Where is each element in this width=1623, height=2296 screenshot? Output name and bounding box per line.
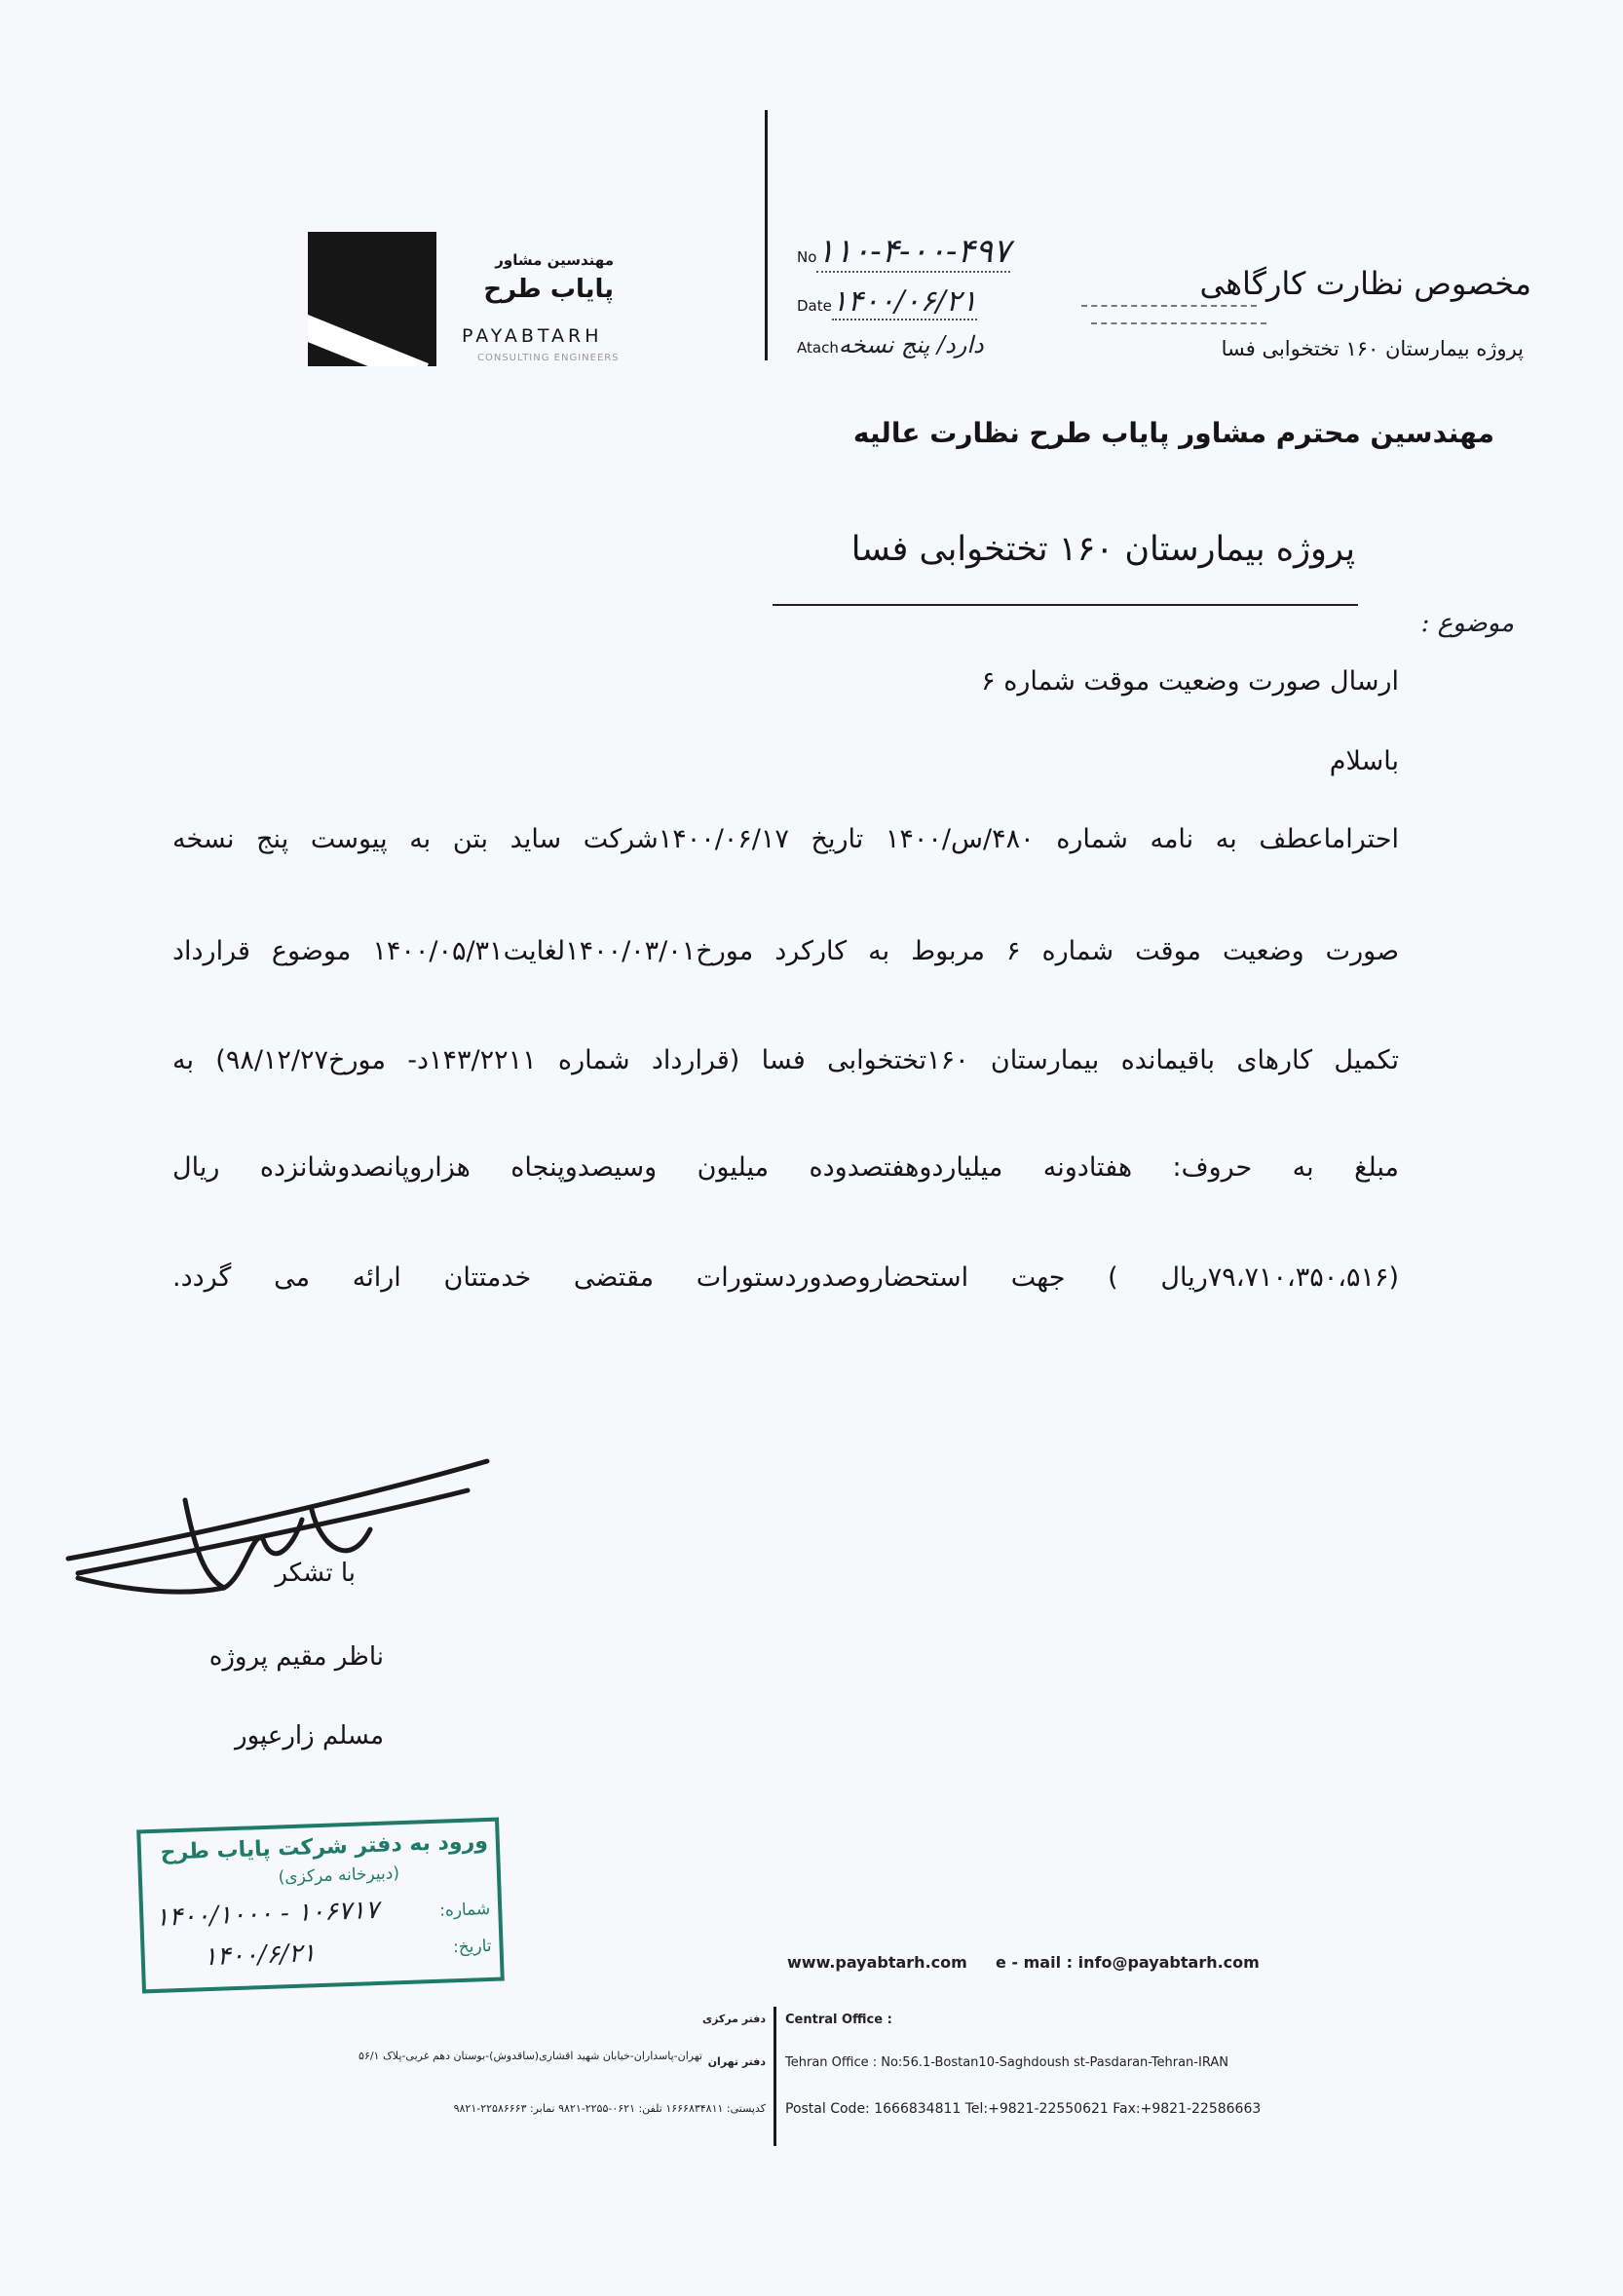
footer-divider bbox=[774, 2007, 776, 2146]
header-project-line: پروژه بیمارستان ۱۶۰ تختخوابی فسا bbox=[1221, 337, 1524, 360]
form-title-lines bbox=[1081, 305, 1257, 307]
form-title: مخصوص نظارت کارگاهی bbox=[1199, 265, 1531, 302]
body-line: تکمیل کارهای باقیمانده بیمارستان ۱۶۰تختخوابی فسا (قرارداد شماره ۱۴۳/۲۲۱۱د- مورخ۹۸/۱۲/۲۷) به bbox=[172, 1045, 1399, 1075]
attach-value: دارد/ پنج نسخه bbox=[838, 331, 984, 358]
letter-number: No۱۱۰-۴-۰۰-۴۹۷ bbox=[797, 232, 1011, 271]
form-title-lines bbox=[1091, 322, 1266, 324]
payabtarh-logo bbox=[308, 232, 436, 366]
closing: با تشکر bbox=[275, 1559, 356, 1588]
body-line: احتراماعطف به نامه شماره ۴۸۰/س/۱۴۰۰ تاریخ ۱۴۰۰/۰۶/۱۷شرکت ساید بتن به پیوست پنج نسخه bbox=[172, 824, 1400, 854]
body-line: مبلغ به حروف: هفتادونه میلیاردوهفتصدوده میلیون وسیصدوپنجاه هزاروپانصدوشانزده ریال bbox=[172, 1152, 1399, 1183]
date-value: ۱۴۰۰/۰۶/۲۱ bbox=[831, 284, 977, 319]
central-office-fa: دفتر مرکزی bbox=[702, 2013, 766, 2025]
subject: ارسال صورت وضعیت موقت شماره ۶ bbox=[981, 666, 1399, 696]
greeting: باسلام bbox=[1329, 746, 1399, 776]
letter-date: Date۱۴۰۰/۰۶/۲۱ bbox=[797, 284, 977, 319]
postal-fa: کدپستی: ۱۶۶۶۸۳۴۸۱۱ تلفن: ۰۶۲۱-۲۲۵۵-۹۸۲۱ نمابر: ۲۲۵۸۶۶۶۳-۹۸۲۱ bbox=[453, 2102, 766, 2115]
tehran-office-fa: دفتر تهران bbox=[707, 2055, 766, 2068]
project-title: پروژه بیمارستان ۱۶۰ تختخوابی فسا bbox=[850, 530, 1355, 569]
company-en-sub: CONSULTING ENGINEERS bbox=[477, 353, 620, 363]
addressee: مهندسین محترم مشاور پایاب طرح نظارت عالیه bbox=[852, 417, 1494, 449]
project-title-underline bbox=[773, 604, 1358, 606]
received-stamp: ورود به دفتر شرکت پایاب طرح (دبیرخانه مرکزی) شماره: ۱۴۰۰/۱۰۰۰ - ۱۰۶۷۱۷ تاریخ: ۱۴۰۰/۶/۲۱ bbox=[136, 1818, 505, 1994]
no-value: ۱۱۰-۴-۰۰-۴۹۷ bbox=[816, 232, 1011, 271]
central-office: Central Office : bbox=[785, 2013, 892, 2027]
address-fa: تهران-پاسداران-خیابان شهید اقشاری(ساقدوش)-بوستان دهم غربی-پلاک ۵۶/۱ bbox=[359, 2050, 702, 2062]
company-en: PAYABTARH bbox=[462, 325, 603, 347]
body-line: صورت وضعیت موقت شماره ۶ مربوط به کارکرد مورخ۱۴۰۰/۰۳/۰۱لغایت۱۴۰۰/۰۵/۳۱ موضوع قرارداد bbox=[172, 936, 1400, 966]
company-fa-small: مهندسین مشاور bbox=[495, 251, 614, 269]
body-line: (۷۹،۷۱۰،۳۵۰،۵۱۶ریال ) جهت استحضاروصدوردستورات مقتضی خدمتتان ارائه می گردد. bbox=[172, 1262, 1399, 1293]
tehran-office: Tehran Office : No:56.1-Bostan10-Saghdoush st-Pasdaran-Tehran-IRAN bbox=[785, 2055, 1228, 2070]
subject-label: موضوع : bbox=[1420, 609, 1514, 638]
company-fa: پایاب طرح bbox=[483, 275, 614, 304]
letter-attachment: Atachدارد/ پنج نسخه bbox=[797, 331, 984, 358]
email[interactable]: e - mail : info@payabtarh.com bbox=[996, 1953, 1260, 1972]
header-divider bbox=[765, 110, 768, 360]
postal-contact: Postal Code: 1666834811 Tel:+9821-22550621 Fax:+9821-22586663 bbox=[785, 2101, 1262, 2117]
signer-title: ناظر مقیم پروژه bbox=[208, 1642, 384, 1672]
signer-name: مسلم زارعپور bbox=[235, 1721, 384, 1750]
signature bbox=[58, 1442, 497, 1617]
website[interactable]: www.payabtarh.com bbox=[787, 1953, 967, 1972]
